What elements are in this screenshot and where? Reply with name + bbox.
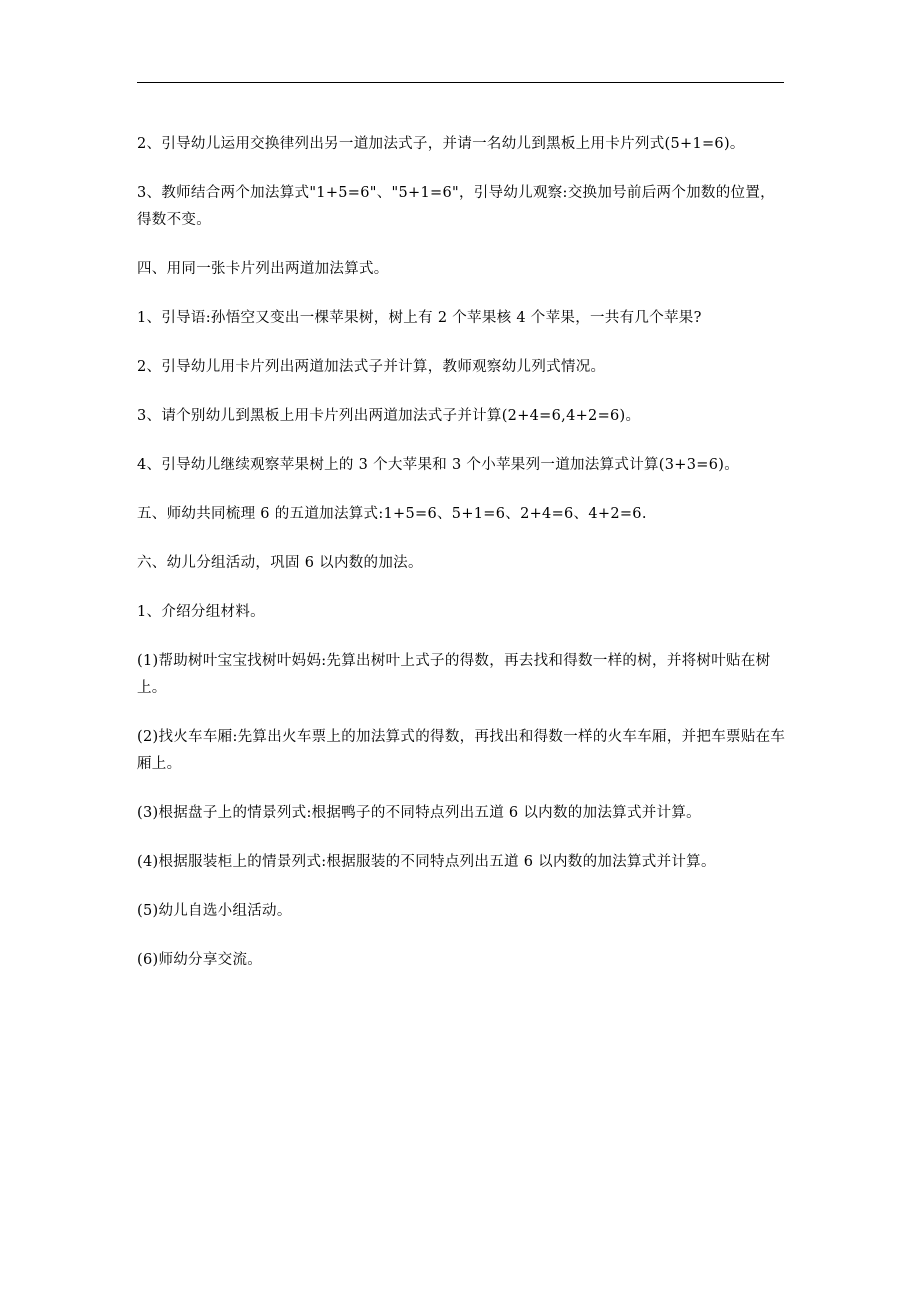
paragraph: 3、请个别幼儿到黑板上用卡片列出两道加法式子并计算(2+4=6,4+2=6)。 [137, 408, 641, 424]
header-divider [137, 82, 784, 83]
paragraph: (1)帮助树叶宝宝找树叶妈妈:先算出树叶上式子的得数，再去找和得数一样的树，并将树叶贴在树上。 [137, 653, 771, 696]
section-heading: 五、师幼共同梳理 6 的五道加法算式:1+5=6、5+1=6、2+4=6、4+2=6. [137, 506, 647, 522]
paragraph: (4)根据服装柜上的情景列式:根据服装的不同特点列出五道 6 以内数的加法算式并计算。 [137, 854, 716, 870]
document-body [137, 131, 787, 996]
paragraph: 1、介绍分组材料。 [137, 604, 265, 620]
paragraph: (3)根据盘子上的情景列式:根据鸭子的不同特点列出五道 6 以内数的加法算式并计算。 [137, 805, 701, 821]
section-heading: 四、用同一张卡片列出两道加法算式。 [137, 261, 389, 277]
paragraph: 2、引导幼儿用卡片列出两道加法式子并计算，教师观察幼儿列式情况。 [137, 359, 606, 375]
paragraph: (2)找火车车厢:先算出火车票上的加法算式的得数，再找出和得数一样的火车车厢，并把车票贴在车厢上。 [137, 729, 786, 772]
section-heading: 六、幼儿分组活动，巩固 6 以内数的加法。 [137, 555, 423, 571]
paragraph: 3、教师结合两个加法算式"1+5=6"、"5+1=6"，引导幼儿观察:交换加号前后两个加数的位置，得数不变。 [137, 185, 775, 228]
paragraph: (5)幼儿自选小组活动。 [137, 903, 292, 919]
paragraph: (6)师幼分享交流。 [137, 952, 263, 968]
paragraph: 4、引导幼儿继续观察苹果树上的 3 个大苹果和 3 个小苹果列一道加法算式计算(3+3=6)。 [137, 457, 739, 473]
paragraph: 1、引导语:孙悟空又变出一棵苹果树，树上有 2 个苹果核 4 个苹果，一共有几个苹果? [137, 310, 702, 326]
paragraph: 2、引导幼儿运用交换律列出另一道加法式子，并请一名幼儿到黑板上用卡片列式(5+1=6)。 [137, 136, 745, 152]
